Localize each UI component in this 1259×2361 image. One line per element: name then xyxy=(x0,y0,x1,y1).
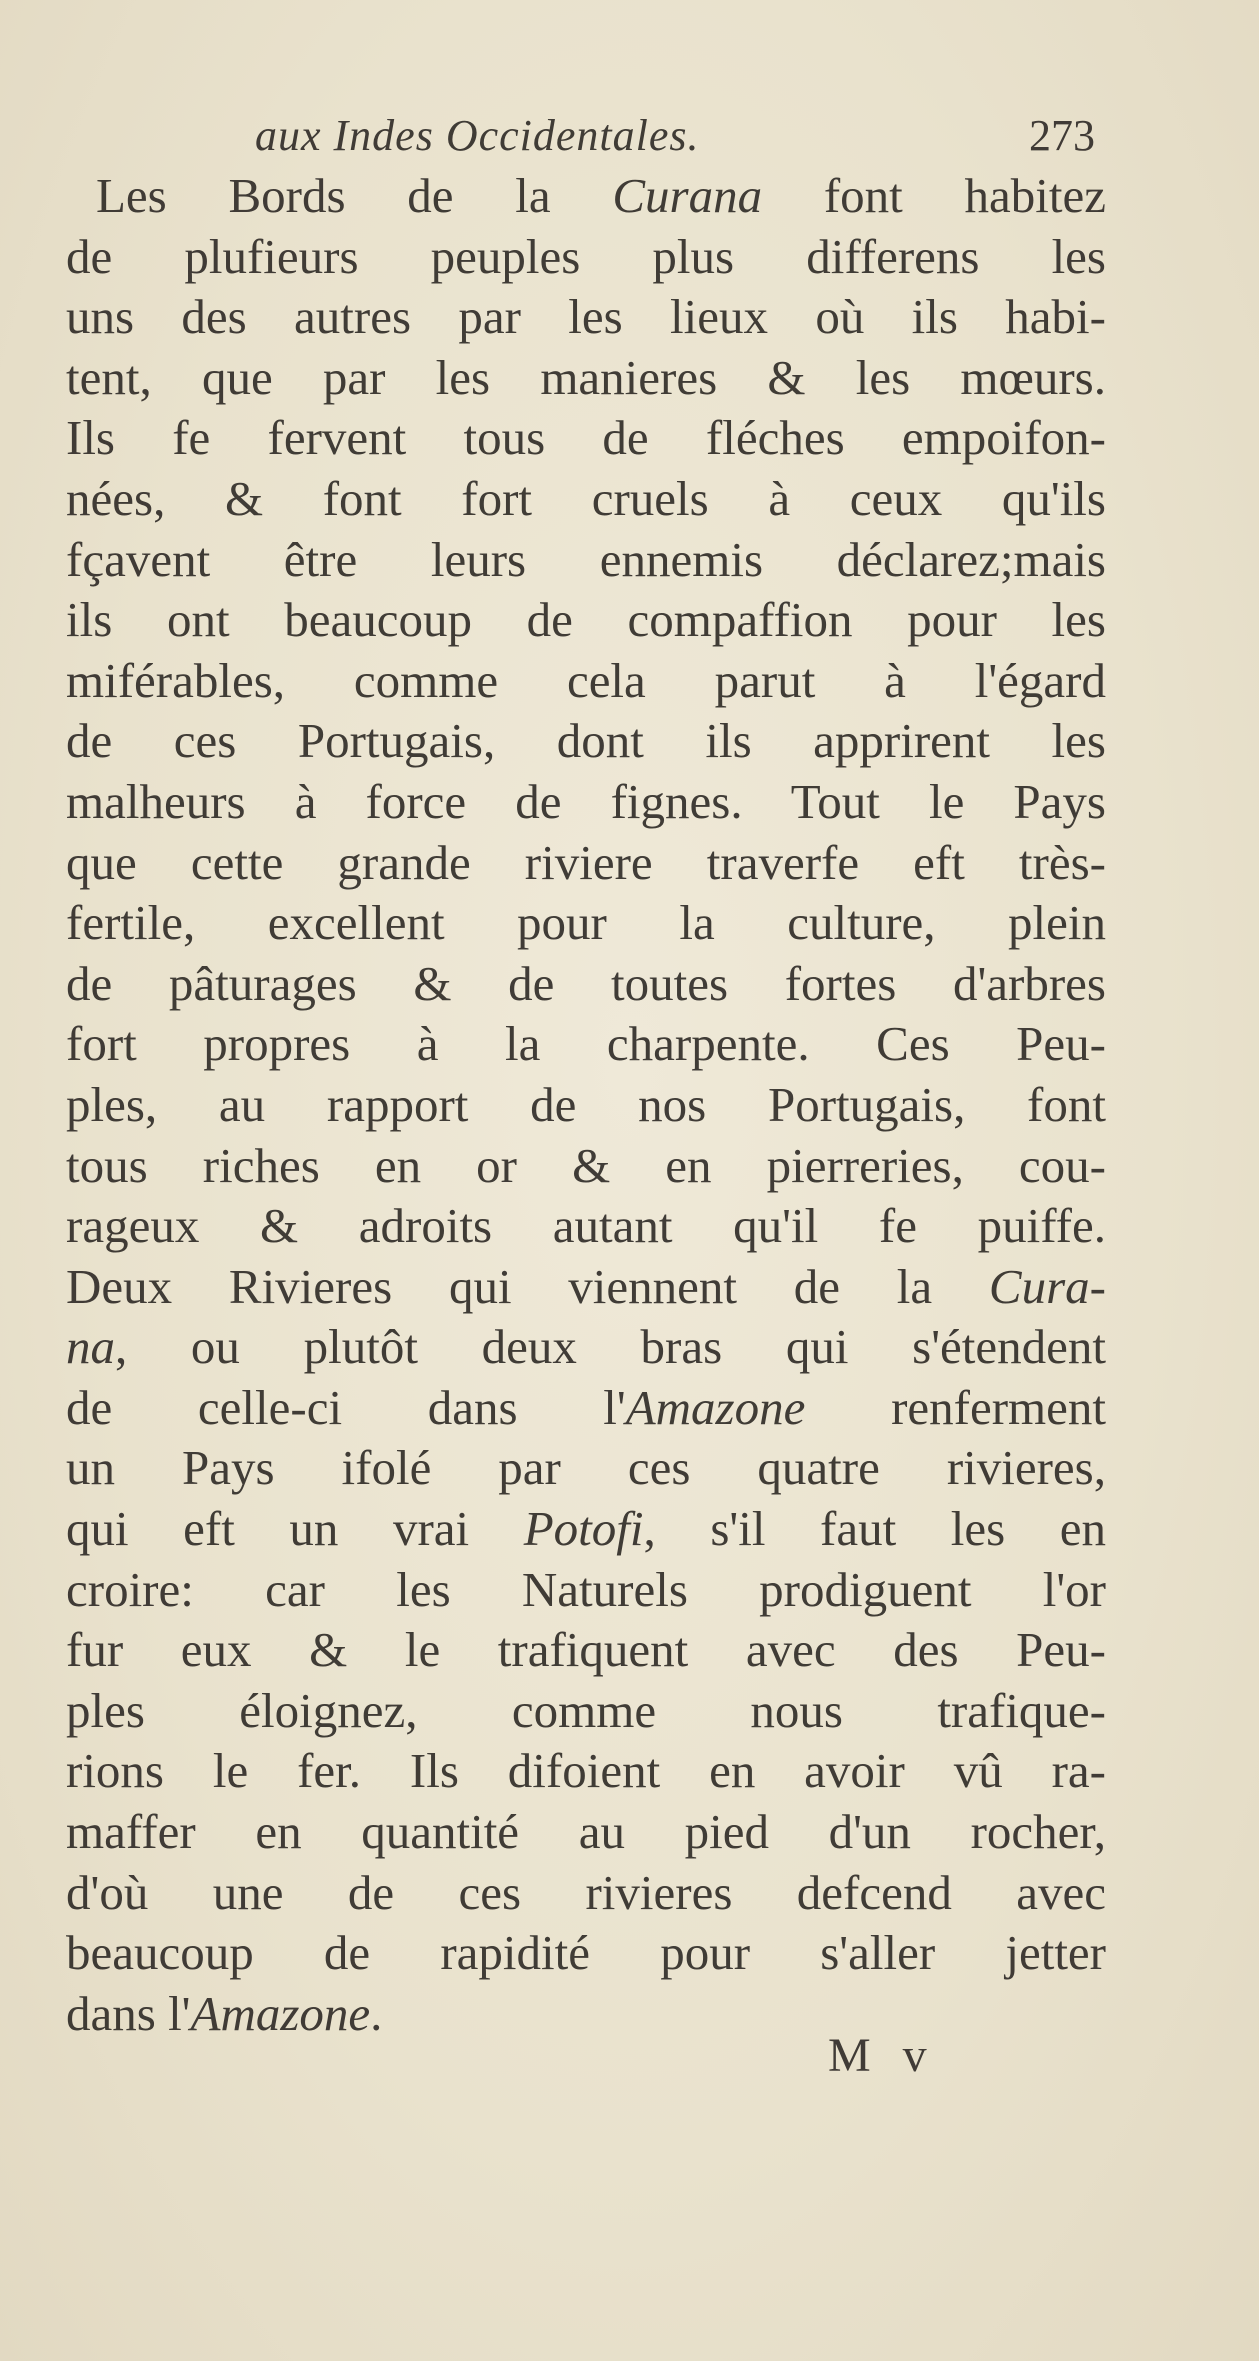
text-line xyxy=(66,530,1106,591)
text-line xyxy=(66,590,1106,651)
text-segment: de pâturages & de toutes fortes d'arbres xyxy=(66,955,1106,1011)
text-segment: de ces Portugais, dont ils apprirent les xyxy=(66,713,1106,769)
text-line xyxy=(66,1499,1106,1560)
text-segment: Deux Rivieres qui viennent de la xyxy=(66,1258,989,1314)
text-segment: renferment xyxy=(805,1379,1106,1435)
italic-text: na xyxy=(66,1319,115,1375)
text-line xyxy=(66,1741,1106,1802)
text-segment: un Pays ifolé par ces quatre rivieres, xyxy=(66,1440,1106,1496)
italic-text: Potofi xyxy=(523,1501,644,1557)
text-line xyxy=(66,166,1106,227)
text-line xyxy=(66,651,1106,712)
text-line xyxy=(66,1681,1106,1742)
text-line xyxy=(66,1620,1106,1681)
text-line xyxy=(66,1257,1106,1318)
italic-text: Amazone xyxy=(190,1985,371,2041)
italic-text: Curana xyxy=(612,168,763,223)
text-segment: tent, que par les manieres & les mœurs. xyxy=(66,349,1106,405)
text-segment: dans l' xyxy=(66,1985,191,2041)
running-head: aux Indes Occidentales. xyxy=(255,111,700,160)
text-line xyxy=(66,1923,1106,1984)
text-segment: fort propres à la charpente. Ces Peu- xyxy=(66,1016,1106,1072)
text-segment: uns des autres par les lieux où ils habi- xyxy=(66,289,1106,345)
text-segment: malheurs à force de fignes. Tout le Pays xyxy=(66,773,1106,829)
text-line xyxy=(66,1438,1106,1499)
text-line xyxy=(66,772,1106,833)
text-line xyxy=(66,1014,1106,1075)
text-segment: nées, & font fort cruels à ceux qu'ils xyxy=(66,470,1106,526)
italic-text: Amazone xyxy=(625,1379,806,1435)
text-segment: ples éloignez, comme nous trafique- xyxy=(66,1682,1106,1738)
text-segment: beaucoup de rapidité pour s'aller jetter xyxy=(66,1925,1106,1981)
text-line xyxy=(66,893,1106,954)
text-segment: croire: car les Naturels prodiguent l'or xyxy=(66,1561,1106,1617)
text-line xyxy=(66,1317,1106,1378)
text-line xyxy=(66,1378,1106,1439)
text-line xyxy=(66,287,1106,348)
text-segment: ils ont beaucoup de compaffion pour les xyxy=(66,592,1106,648)
text-line xyxy=(66,1863,1106,1924)
text-segment: fur eux & le trafiquent avec des Peu- xyxy=(66,1622,1106,1678)
body-text xyxy=(66,166,1106,2044)
text-line xyxy=(66,1984,1106,2045)
text-line xyxy=(66,833,1106,894)
text-line xyxy=(66,348,1106,409)
text-segment: rageux & adroits autant qu'il fe puiffe. xyxy=(66,1198,1106,1254)
text-segment: Les Bords de la xyxy=(96,168,613,223)
text-segment: d'où une de ces rivieres defcend avec xyxy=(66,1864,1106,1920)
italic-text: Cura- xyxy=(988,1258,1106,1314)
text-segment: de celle-ci dans l' xyxy=(66,1379,626,1435)
signature-mark: M v xyxy=(828,2029,937,2082)
text-line xyxy=(66,1560,1106,1621)
text-line xyxy=(66,408,1106,469)
text-line xyxy=(66,1196,1106,1257)
text-segment: de plufieurs peuples plus differens les xyxy=(66,228,1106,284)
page-header xyxy=(240,110,1095,170)
text-segment: fertile, excellent pour la culture, plein xyxy=(66,895,1106,951)
text-segment: , ou plutôt deux bras qui s'étendent xyxy=(115,1319,1106,1375)
text-line xyxy=(66,954,1106,1015)
text-line xyxy=(66,1802,1106,1863)
text-line xyxy=(66,711,1106,772)
text-segment: qui eft un vrai xyxy=(66,1501,524,1557)
text-segment: rions le fer. Ils difoient en avoir vû ra- xyxy=(66,1743,1106,1799)
text-segment: que cette grande riviere traverfe eft très- xyxy=(66,834,1106,890)
page-number: 273 xyxy=(1029,111,1095,160)
text-line xyxy=(66,469,1106,530)
text-segment: , s'il faut les en xyxy=(643,1501,1106,1557)
text-segment: fçavent être leurs ennemis déclarez;mais xyxy=(66,531,1106,587)
text-segment: tous riches en or & en pierreries, cou- xyxy=(66,1137,1106,1193)
text-segment: . xyxy=(370,1985,383,2041)
text-segment: maffer en quantité au pied d'un rocher, xyxy=(66,1804,1106,1860)
text-segment: font habitez xyxy=(762,168,1106,223)
text-segment: Ils fe fervent tous de fléches empoifon- xyxy=(66,410,1106,466)
text-segment: ples, au rapport de nos Portugais, font xyxy=(66,1076,1106,1132)
text-line xyxy=(66,1075,1106,1136)
text-line xyxy=(66,227,1106,288)
text-line xyxy=(66,1136,1106,1197)
text-segment: miférables, comme cela parut à l'égard xyxy=(66,652,1106,708)
